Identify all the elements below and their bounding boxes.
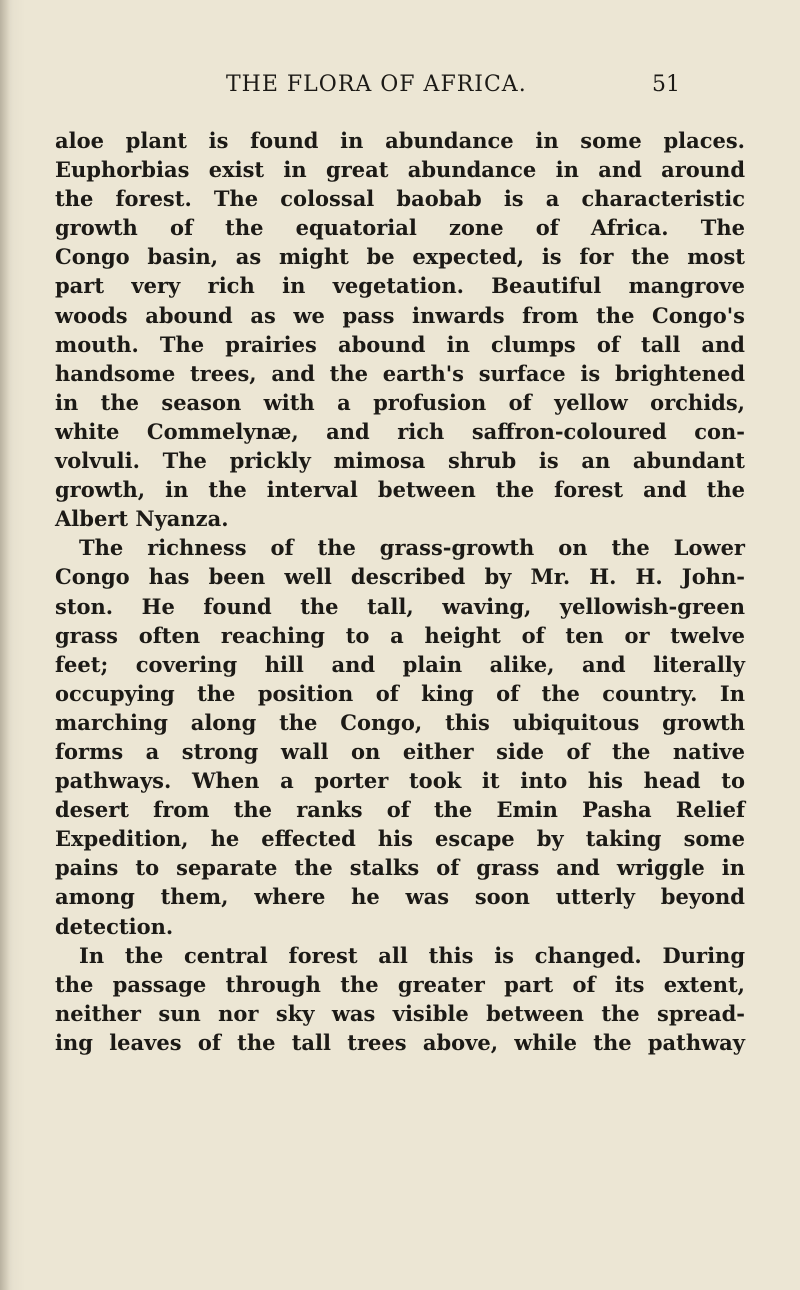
text-line: Congo basin, as might be expected, is for the most (55, 244, 745, 270)
text-line: ston. He found the tall, waving, yellowish-green (55, 593, 745, 619)
text-line: neither sun nor sky was visible between the spread- (55, 1000, 745, 1026)
text-line: Euphorbias exist in great abundance in and around (55, 157, 745, 183)
page-header (0, 72, 800, 108)
paragraph-end-line: Albert Nyanza. (55, 506, 229, 532)
text-line: desert from the ranks of the Emin Pasha Relief (55, 797, 745, 823)
page-number: 51 (652, 72, 680, 97)
text-line: marching along the Congo, this ubiquitous growth (55, 709, 745, 735)
text-line: growth of the equatorial zone of Africa. The (55, 215, 745, 241)
text-line: feet; covering hill and plain alike, and literally (55, 651, 745, 677)
text-line: woods abound as we pass inwards from the Congo's (55, 302, 745, 328)
text-line: part very rich in vegetation. Beautiful mangrove (55, 273, 745, 299)
text-line: Congo has been well described by Mr. H. H. John- (55, 564, 745, 590)
text-line: among them, where he was soon utterly beyond (55, 884, 745, 910)
text-line: pains to separate the stalks of grass and wriggle in (55, 855, 745, 881)
paragraph-start-line: The richness of the grass-growth on the Lower (79, 535, 745, 561)
binding-shadow (0, 0, 10, 1290)
text-line: pathways. When a porter took it into his head to (55, 768, 745, 794)
text-line: grass often reaching to a height of ten or twelve (55, 622, 745, 648)
text-line: forms a strong wall on either side of the native (55, 738, 745, 764)
text-line: aloe plant is found in abundance in some places. (55, 128, 745, 153)
text-line: mouth. The prairies abound in clumps of tall and (55, 331, 745, 357)
text-line: the forest. The colossal baobab is a characteristic (55, 186, 745, 212)
text-line: in the season with a profusion of yellow orchids, (55, 389, 745, 415)
text-line: volvuli. The prickly mimosa shrub is an abundant (55, 448, 745, 474)
text-line: the passage through the greater part of its extent, (55, 971, 745, 997)
text-line: growth, in the interval between the forest and the (55, 477, 745, 503)
running-title: THE FLORA OF AFRICA. (226, 72, 527, 97)
paragraph-end-line: detection. (55, 913, 174, 939)
text-line: white Commelynæ, and rich saffron-coloured con- (55, 418, 745, 444)
body-text (55, 126, 745, 1057)
text-line: ing leaves of the tall trees above, while the pathway (55, 1029, 745, 1055)
text-line: Expedition, he effected his escape by taking some (55, 826, 745, 852)
text-line: occupying the position of king of the country. In (55, 680, 745, 706)
text-line: handsome trees, and the earth's surface is brightened (55, 360, 745, 386)
paragraph-start-line: In the central forest all this is changed. During (79, 942, 745, 968)
